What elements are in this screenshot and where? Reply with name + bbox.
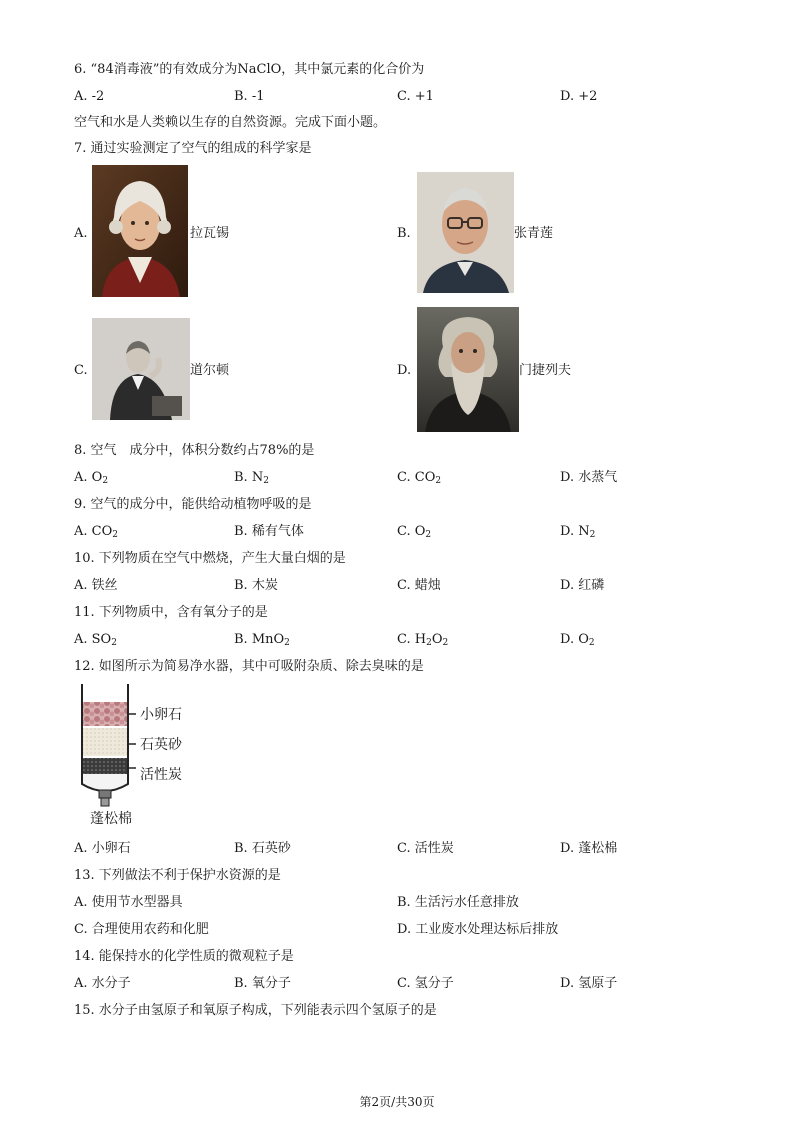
q12-option-a: A. 小卵石	[74, 841, 131, 856]
q8-option-d: D. 水蒸气	[560, 470, 618, 485]
q11-option-b: B. MnO$_2$	[234, 632, 290, 648]
q9-option-d: D. $N_2$	[560, 524, 596, 540]
q12-stem: 12. 如图所示为简易净水器，其中可吸附杂质、除去臭味的是	[74, 659, 424, 674]
q7-option-b-name: 张青莲	[514, 226, 554, 241]
q7-option-c-name: 道尔顿	[190, 363, 230, 378]
q11-option-a: A. $SO_2$	[74, 632, 117, 648]
q7-option-d-letter: D.	[397, 363, 412, 378]
figure-label-pebbles: 小卵石	[140, 707, 182, 723]
figure-label-activated-carbon: 活性炭	[140, 767, 182, 783]
q8-option-c: C. $CO_2$	[397, 470, 442, 486]
q14-option-d: D. 氢原子	[560, 976, 618, 991]
q9-option-c: C. $O_2$	[397, 524, 432, 540]
q7-option-c-letter: C.	[74, 363, 88, 378]
portrait-mendeleev	[417, 307, 519, 432]
q10-option-c: C. 蜡烛	[397, 578, 441, 593]
q14-stem: 14. 能保持水的化学性质的微观粒子是	[74, 949, 294, 964]
q6-option-d: D. +2	[560, 89, 598, 104]
figure-label-cotton: 蓬松棉	[90, 811, 132, 827]
q7-stem: 7. 通过实验测定了空气的组成的科学家是	[74, 141, 312, 156]
q6-stem: 6. “84消毒液”的有效成分为NaClO，其中氯元素的化合价为	[74, 62, 425, 77]
q13-option-a: A. 使用节水型器具	[74, 895, 183, 910]
q6-option-b: B. -1	[234, 89, 265, 104]
q12-option-c: C. 活性炭	[397, 841, 454, 856]
q8-option-a: A. $O_2$	[74, 470, 109, 486]
q13-option-c: C. 合理使用农药和化肥	[74, 922, 209, 937]
q10-option-b: B. 木炭	[234, 578, 278, 593]
q8-stem: 8. 空气 成分中，体积分数约占78%的是	[74, 443, 315, 458]
water-purifier-figure	[74, 684, 204, 832]
q13-option-b: B. 生活污水任意排放	[397, 895, 519, 910]
q9-option-b: B. 稀有气体	[234, 524, 304, 539]
q13-option-d: D. 工业废水处理达标后排放	[397, 922, 559, 937]
section-intro: 空气和水是人类赖以生存的自然资源。完成下面小题。	[74, 115, 387, 130]
q7-option-d-name: 门捷列夫	[519, 363, 572, 378]
q14-option-a: A. 水分子	[74, 976, 131, 991]
q8-option-b: B. $N_2$	[234, 470, 269, 486]
q12-option-b: B. 石英砂	[234, 841, 291, 856]
q10-option-d: D. 红磷	[560, 578, 605, 593]
q7-option-b-letter: B.	[397, 226, 411, 241]
q12-option-d: D. 蓬松棉	[560, 841, 618, 856]
portrait-zhang-qinglian	[417, 172, 514, 293]
q11-stem: 11. 下列物质中，含有氧分子的是	[74, 605, 268, 620]
q6-option-c: C. +1	[397, 89, 434, 104]
page-footer: 第2页/共30页	[359, 1095, 435, 1109]
q11-option-c: C. $H_2O_2$	[397, 632, 449, 648]
q9-stem: 9. 空气的成分中，能供给动植物呼吸的是	[74, 497, 312, 512]
q14-option-b: B. 氧分子	[234, 976, 291, 991]
q10-stem: 10. 下列物质在空气中燃烧，产生大量白烟的是	[74, 551, 346, 566]
portrait-dalton	[92, 318, 190, 420]
q15-stem: 15. 水分子由氢原子和氧原子构成，下列能表示四个氢原子的是	[74, 1003, 437, 1018]
q7-option-a-letter: A.	[74, 226, 88, 241]
figure-label-quartz-sand: 石英砂	[140, 737, 182, 753]
q13-stem: 13. 下列做法不利于保护水资源的是	[74, 868, 281, 883]
portrait-lavoisier	[92, 165, 188, 297]
q11-option-d: D. $O_2$	[560, 632, 595, 648]
q7-option-a-name: 拉瓦锡	[190, 226, 230, 241]
q14-option-c: C. 氢分子	[397, 976, 454, 991]
q10-option-a: A. 铁丝	[74, 578, 118, 593]
q6-option-a: A. -2	[74, 89, 105, 104]
q9-option-a: A. $CO_2$	[74, 524, 118, 540]
